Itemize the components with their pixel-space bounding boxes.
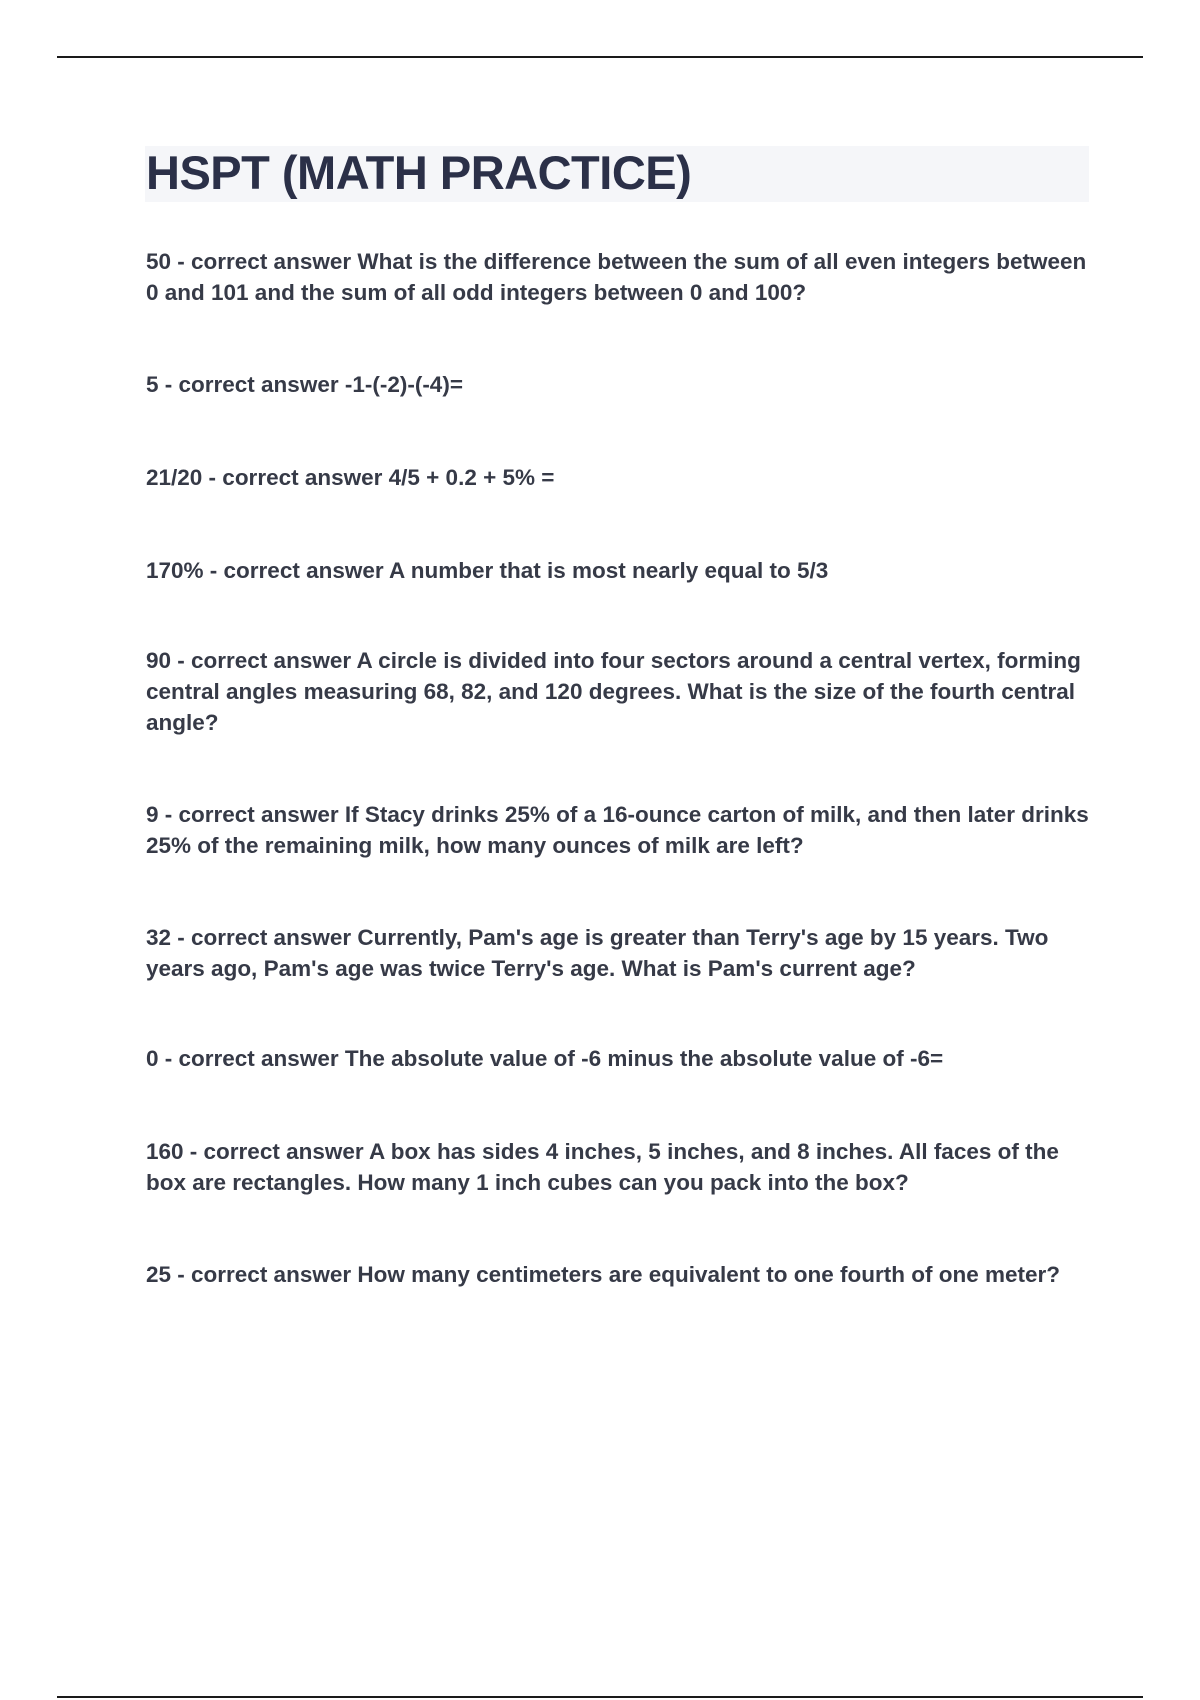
qa-item: 32 - correct answer Currently, Pam's age is greater than Terry's age by 15 years. Two years ago, Pam's age was twice Terry's age. What is Pam's current age?	[146, 925, 1049, 981]
qa-item: 50 - correct answer What is the difference between the sum of all even integers between 0 and 101 and the sum of all odd integers between 0 and 100?	[146, 249, 1087, 305]
qa-item: 0 - correct answer The absolute value of -6 minus the absolute value of -6=	[146, 1046, 944, 1071]
qa-item: 90 - correct answer A circle is divided into four sectors around a central vertex, forming central angles measuring 68, 82, and 120 degrees. What is the size of the fourth central angle?	[146, 648, 1081, 735]
qa-item: 5 - correct answer -1-(-2)-(-4)=	[146, 372, 463, 397]
top-rule	[57, 56, 1143, 58]
qa-item: 160 - correct answer A box has sides 4 inches, 5 inches, and 8 inches. All faces of the box are rectangles. How many 1 inch cubes can you pack into the box?	[146, 1139, 1059, 1195]
qa-item: 170% - correct answer A number that is most nearly equal to 5/3	[146, 558, 829, 583]
page-title: HSPT (MATH PRACTICE)	[146, 146, 692, 199]
bottom-rule	[57, 1696, 1143, 1698]
qa-item: 21/20 - correct answer 4/5 + 0.2 + 5% =	[146, 465, 555, 490]
qa-item: 9 - correct answer If Stacy drinks 25% of a 16-ounce carton of milk, and then later drinks 25% of the remaining milk, how many ounces of milk are left?	[146, 802, 1089, 858]
qa-item: 25 - correct answer How many centimeters are equivalent to one fourth of one meter?	[146, 1262, 1060, 1287]
